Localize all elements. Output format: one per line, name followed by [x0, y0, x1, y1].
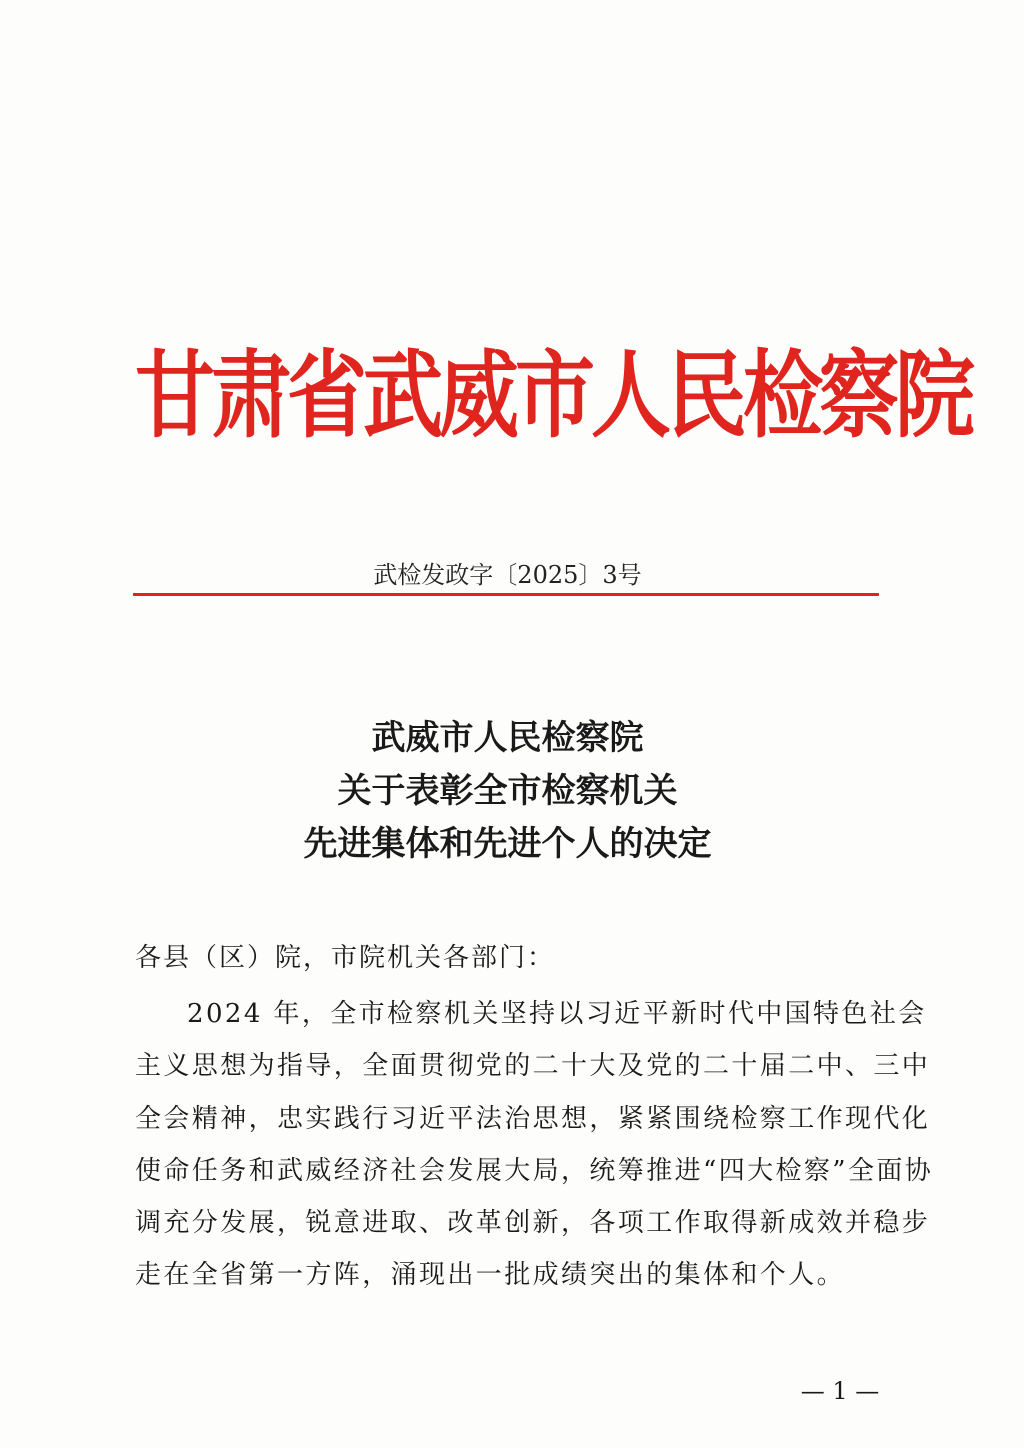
paragraph-line-4: 使命任务和武威经济社会发展大局，统筹推进“四大检察”全面协	[135, 1155, 934, 1186]
issuing-authority-header: 甘肃省武威市人民检察院	[135, 340, 971, 451]
paragraph-line-5: 调充分发展，锐意进取、改革创新，各项工作取得新成效并稳步	[135, 1208, 931, 1239]
document-title	[135, 712, 880, 871]
body-paragraph	[135, 988, 934, 1302]
paragraph-line-1: 2024 年，全市检察机关坚持以习近平新时代中国特色社会	[187, 999, 927, 1029]
document-number: 武检发政字〔2025〕3号	[373, 561, 642, 589]
paragraph-line-2: 主义思想为指导，全面贯彻党的二十大及党的二十届二中、三中	[135, 1051, 931, 1082]
title-line-2: 关于表彰全市检察机关	[337, 771, 678, 811]
title-line-3: 先进集体和先进个人的决定	[303, 824, 712, 864]
salutation: 各县（区）院，市院机关各部门：	[135, 943, 556, 973]
paragraph-line-3: 全会精神，忠实践行习近平法治思想，紧紧围绕检察工作现代化	[135, 1103, 931, 1134]
paragraph-line-6: 走在全省第一方阵，涌现出一批成绩突出的集体和个人。	[135, 1260, 846, 1291]
red-divider-line	[133, 593, 879, 596]
page-number: — 1 —	[800, 1377, 880, 1405]
title-line-1: 武威市人民检察院	[371, 718, 644, 758]
